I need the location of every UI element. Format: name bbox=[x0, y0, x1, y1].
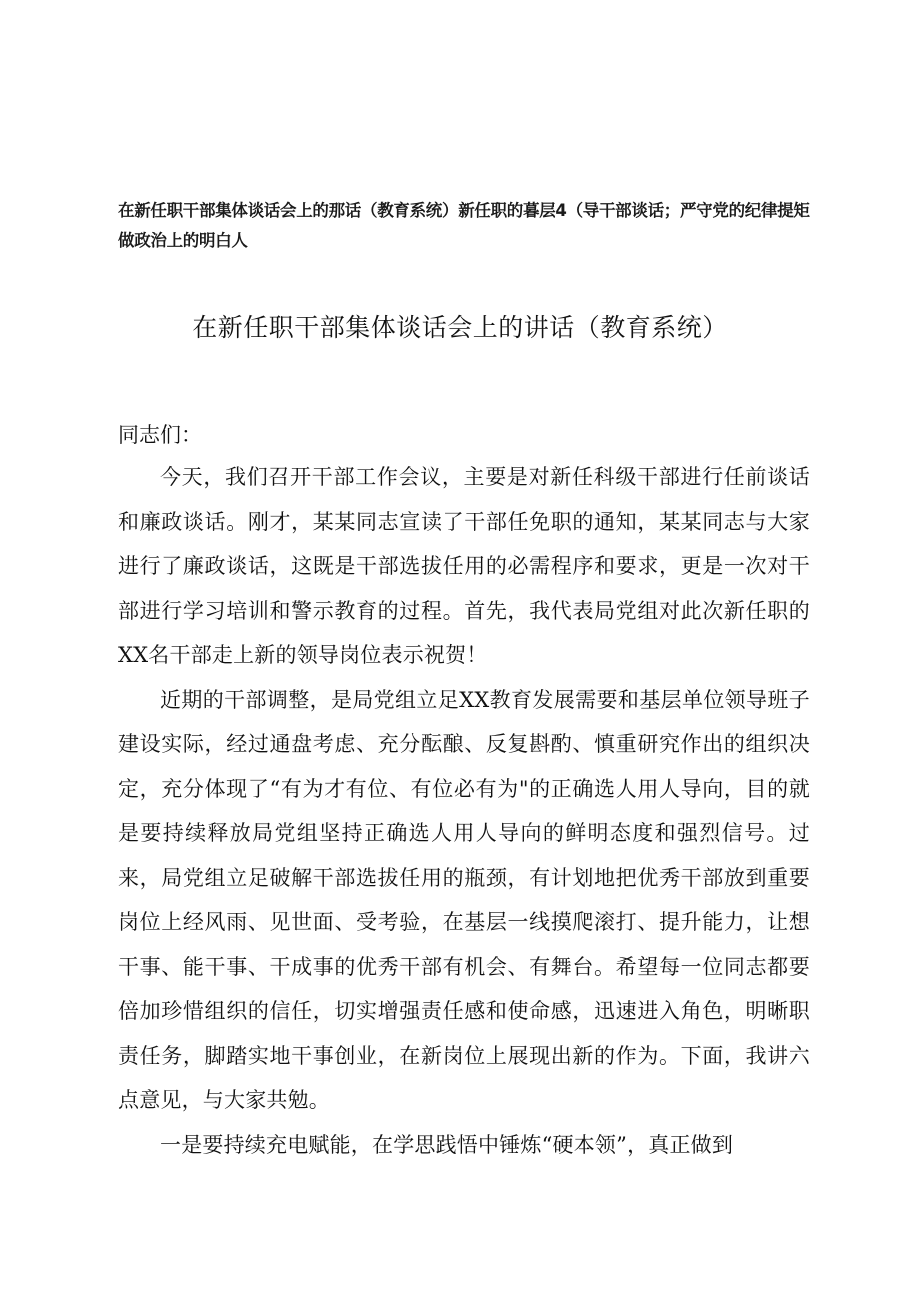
document-title: 在新任职干部集体谈话会上的讲话（教育系统） bbox=[192, 313, 728, 342]
salutation: 同志们： bbox=[118, 423, 202, 447]
document-header: 在新任职干部集体谈话会上的那话（教育系统）新任职的暮层4（导干部谈话；严守党的纪律提矩做政治上的明白人 bbox=[118, 201, 810, 250]
paragraph: 今天，我们召开干部工作会议，主要是对新任科级干部进行任前谈话和廉政谈话。刚才，某某同志宣读了干部任免职的通知，某某同志与大家进行了廉政谈话，这既是干部选拔任用的必需程序和要求，更是一次对干部进行学习培训和警示教育的过程。首先，我代表局党组对此次新任职的XX名干部走上新的领导岗位表示祝贺！ bbox=[118, 465, 810, 667]
paragraph: 一是要持续充电赋能，在学思践悟中锤炼“硬本领”，真正做到 bbox=[160, 1132, 734, 1157]
paragraph: 近期的干部调整，是局党组立足XX教育发展需要和基层单位领导班子建设实际，经过通盘考虑、充分酝酿、反复斟酌、慎重研究作出的组织决定，充分体现了“有为才有位、有位必有为"的正确选人用人导向，目的就是要持续释放局党组坚持正确选人用人导向的鲜明态度和强烈信号。过来，局党组立足破解干部选拔任用的瓶颈，有计划地把优秀干部放到重要岗位上经风雨、见世面、受考验，在基层一线摸爬滚打、提升能力，让想干事、能干事、干成事的优秀干部有机会、有舞台。希望每一位同志都要倍加珍惜组织的信任，切实增强责任感和使命感，迅速进入角色，明晰职责任务，脚踏实地干事创业，在新岗位上展现出新的作为。下面，我讲六点意见，与大家共勉。 bbox=[118, 687, 810, 1112]
document-body bbox=[118, 455, 810, 1167]
